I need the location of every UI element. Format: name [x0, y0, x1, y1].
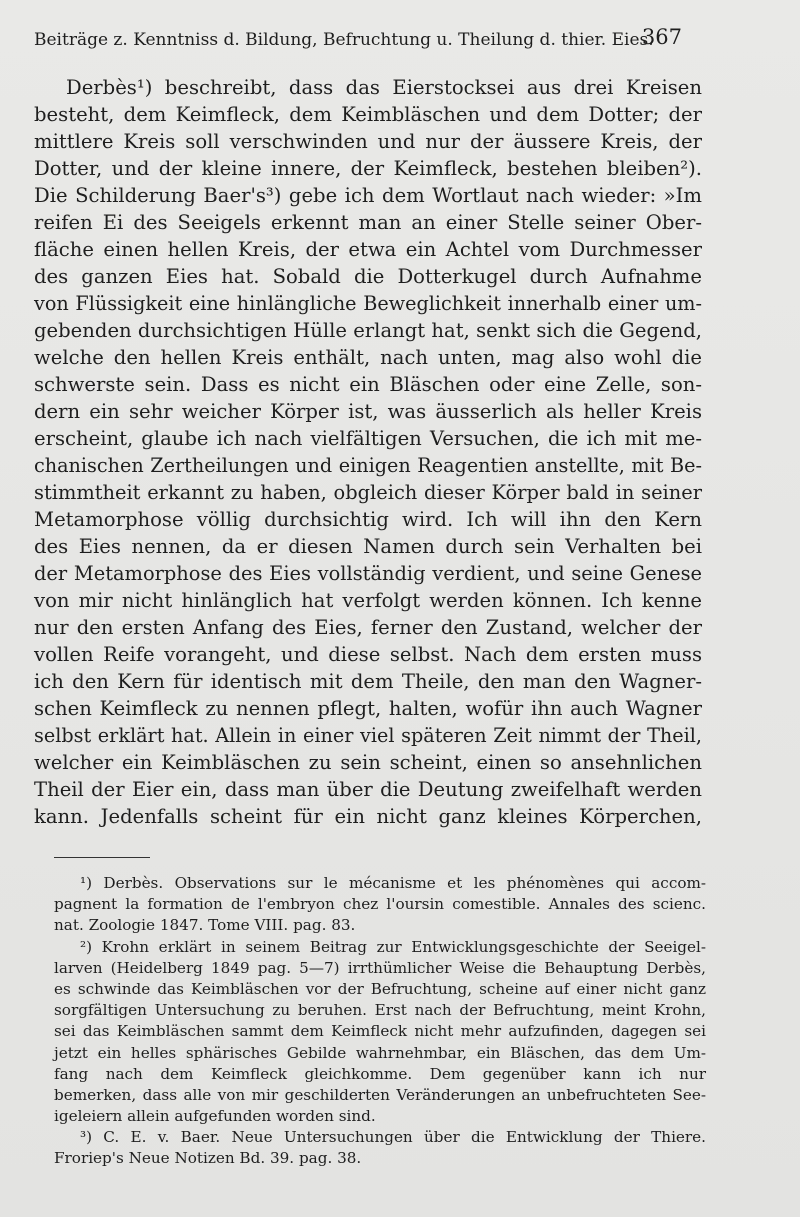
text-line: der Metamorphose des Eies vollständig verdient, und seine Genese [34, 562, 702, 585]
text-line: vollen Reife vorangeht, und diese selbst. Nach dem ersten muss [34, 643, 702, 666]
footnote-line: ²) Krohn erklärt in seinem Beitrag zur Entwicklungsgeschichte der Seeigel- [80, 937, 706, 956]
text-line: gebenden durchsichtigen Hülle erlangt hat, senkt sich die Gegend, [34, 319, 702, 342]
text-line: dern ein sehr weicher Körper ist, was äusserlich als heller Kreis [34, 400, 702, 423]
text-line: stimmtheit erkannt zu haben, obgleich dieser Körper bald in seiner [34, 481, 702, 504]
text-line: besteht, dem Keimfleck, dem Keimbläschen und dem Dotter; der [34, 103, 702, 126]
text-line: mittlere Kreis soll verschwinden und nur der äussere Kreis, der [34, 130, 702, 153]
footnote-line: sorgfältigen Untersuchung zu beruhen. Erst nach der Befruchtung, meint Krohn, [54, 1001, 706, 1020]
main-text [34, 74, 702, 830]
text-line: selbst erklärt hat. Allein in einer viel späteren Zeit nimmt der Theil, [34, 724, 702, 747]
footnote-line: es schwinde das Keimbläschen vor der Befruchtung, scheine auf einer nicht ganz [54, 979, 706, 998]
text-line: von Flüssigkeit eine hinlängliche Beweglichkeit innerhalb einer um- [34, 292, 702, 315]
text-line: welche den hellen Kreis enthält, nach unten, mag also wohl die [34, 346, 702, 369]
text-line: Die Schilderung Baer's³) gebe ich dem Wortlaut nach wieder: »Im [34, 184, 702, 207]
footnote-line: jetzt ein helles sphärisches Gebilde wahrnehmbar, ein Bläschen, das dem Um- [54, 1043, 706, 1062]
footnote-line: ³) C. E. v. Baer. Neue Untersuchungen über die Entwicklung der Thiere. [80, 1128, 706, 1147]
page-number: 367 [641, 25, 682, 49]
text-line: welcher ein Keimbläschen zu sein scheint, einen so ansehnlichen [34, 751, 702, 774]
text-line: des Eies nennen, da er diesen Namen durch sein Verhalten bei [34, 535, 702, 558]
footnote-line: sei das Keimbläschen sammt dem Keimfleck nicht mehr aufzufinden, dagegen sei [54, 1022, 706, 1041]
text-line: Theil der Eier ein, dass man über die Deutung zweifelhaft werden [34, 778, 702, 801]
running-header [34, 22, 684, 54]
footnote-line: bemerken, dass alle von mir geschilderten Veränderungen an unbefruchteten See- [54, 1085, 706, 1104]
footnote-line: nat. Zoologie 1847. Tome VIII. pag. 83. [54, 916, 356, 935]
footnote-line: fang nach dem Keimfleck gleichkomme. Dem gegenüber kann ich nur [54, 1064, 706, 1083]
text-line: schwerste sein. Dass es nicht ein Bläschen oder eine Zelle, son- [34, 373, 702, 396]
text-line: fläche einen hellen Kreis, der etwa ein Achtel vom Durchmesser [34, 238, 702, 261]
footnote-line: ¹) Derbès. Observations sur le mécanisme et les phénomènes qui accom- [80, 874, 706, 892]
text-line: von mir nicht hinlänglich hat verfolgt werden können. Ich kenne [34, 589, 702, 612]
footnote-line: larven (Heidelberg 1849 pag. 5—7) irrthümlicher Weise die Behauptung Derbès, [54, 958, 706, 977]
text-line: des ganzen Eies hat. Sobald die Dotterkugel durch Aufnahme [34, 265, 702, 288]
text-line: erscheint, glaube ich nach vielfältigen Versuchen, die ich mit me- [34, 427, 702, 450]
running-title: Beiträge z. Kenntniss d. Bildung, Befruchtung u. Theilung d. thier. Eies. [34, 30, 654, 50]
footnotes [54, 873, 706, 1170]
text-line: Derbès¹) beschreibt, dass das Eierstocksei aus drei Kreisen [66, 76, 702, 99]
footnote-line: igeleiern allein aufgefunden worden sind. [54, 1107, 376, 1126]
text-line: ich den Kern für identisch mit dem Theile, den man den Wagner- [34, 670, 702, 693]
footnote-line: pagnent la formation de l'embryon chez l'oursin comestible. Annales des scienc. [54, 895, 706, 914]
text-line: nur den ersten Anfang des Eies, ferner den Zustand, welcher der [34, 616, 702, 639]
text-line: chanischen Zertheilungen und einigen Reagentien anstellte, mit Be- [34, 454, 702, 477]
text-line: Metamorphose völlig durchsichtig wird. Ich will ihn den Kern [34, 508, 702, 531]
text-line: Dotter, und der kleine innere, der Keimfleck, bestehen bleiben²). [34, 157, 702, 180]
footnote-line: Froriep's Neue Notizen Bd. 39. pag. 38. [54, 1149, 362, 1168]
text-line: kann. Jedenfalls scheint für ein nicht ganz kleines Körperchen, [34, 805, 702, 828]
footnote-separator [54, 857, 150, 858]
text-line: schen Keimfleck zu nennen pflegt, halten, wofür ihn auch Wagner [34, 697, 702, 720]
text-line: reifen Ei des Seeigels erkennt man an einer Stelle seiner Ober- [34, 211, 702, 234]
